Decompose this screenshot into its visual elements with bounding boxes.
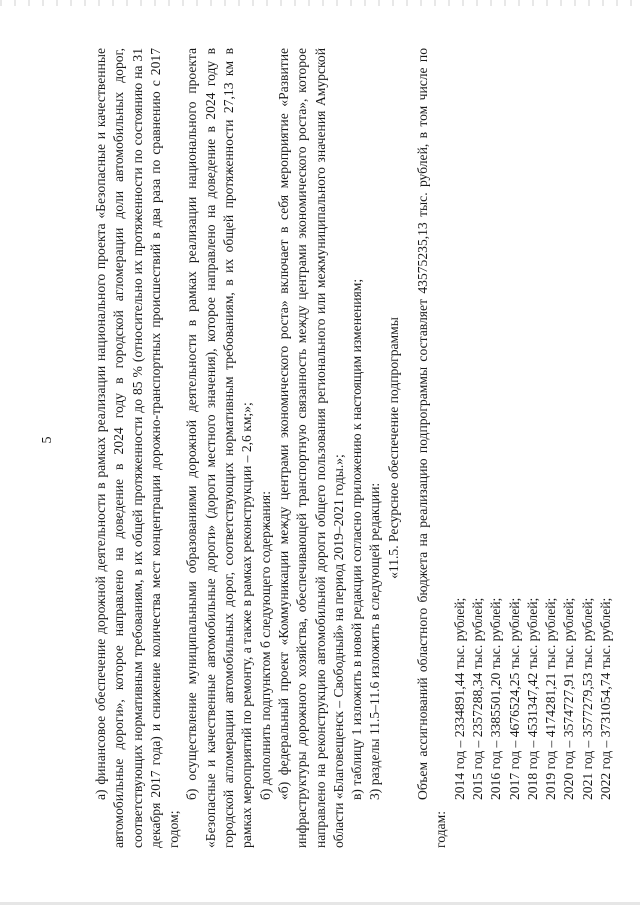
paragraph-c: в) таблицу 1 изложить в новой редакции согласно приложению к настоящим изменениям; bbox=[349, 278, 365, 800]
year-item: 2022 год – 3731054,74 тыс. рублей; bbox=[598, 597, 614, 800]
spacer bbox=[403, 48, 414, 848]
scan-edge-top bbox=[0, 0, 640, 6]
paragraph-b: б) осуществление муниципальными образованиями дорожной деятельности в рамках реализации национального проекта «Безопасные и качественные автомобильные дороги» (дороги местного значения), которое направлено на доведение в 2024 году в городской агломерации автомобильных дорог, соответствующих нормативным требованиям, в их общей протяженности 27,13 км в рамках мероприятий по ремонту, а также в рамках реконструкции – 2,6 км;»; bbox=[184, 48, 255, 848]
paragraph-a: а) финансовое обеспечение дорожной деятельности в рамках реализации национального проекта «Безопасные и качественные автомобильные дороги», которое направлено на доведение в 2024 году в городской агломерации доли автомобильных дорог, соответствующих нормативным требованиям, в их общей протяженности до 85 % (относительно их протяженности по состоянию на 31 декабря 2017 года) и снижение количества мест концентрации дорожно-транспортных происшествий в два раза по сравнению с 2017 годом; bbox=[93, 48, 182, 848]
page-number: 5 bbox=[40, 436, 55, 444]
year-item: 2017 год – 4676524,25 тыс. рублей; bbox=[506, 597, 522, 800]
year-list bbox=[451, 48, 616, 848]
year-item: 2020 год – 3574727,91 тыс. рублей; bbox=[561, 597, 577, 800]
year-item: 2021 год – 3577279,53 тыс. рублей; bbox=[579, 597, 595, 800]
document-body bbox=[92, 48, 615, 848]
year-item: 2019 год – 4174281,21 тыс. рублей; bbox=[543, 597, 559, 800]
paragraph-b6: «б) федеральный проект «Коммуникации между центрами экономического роста» включает в себя мероприятие «Развитие инфраструктуры дорожного хозяйства, обеспечивающей транспортную связанность между центрами экономического роста», которое направлено на реконструкцию автомобильной дороги общего пользования регионального или межмуниципального значения Амурской области «Благовещенск – Свободный» на период 2019–2021 годы.»; bbox=[275, 48, 346, 848]
year-item: 2015 год – 2357288,34 тыс. рублей; bbox=[469, 597, 485, 800]
paragraph-d: 3) разделы 11.5–11.6 изложить в следующей редакции: bbox=[367, 482, 383, 800]
section-heading: «11.5. Ресурсное обеспечение подпрограммы bbox=[385, 317, 401, 579]
year-item: 2018 год – 4531347,42 тыс. рублей; bbox=[524, 597, 540, 800]
paragraph-volume: Объем ассигнований областного бюджета на реализацию подпрограммы составляет 43575235,13 тыс. рублей, в том числе по годам: bbox=[415, 48, 449, 848]
year-item: 2014 год – 2334891,44 тыс. рублей; bbox=[451, 597, 467, 800]
paragraph-b-add: б) дополнить подпунктом б следующего содержания: bbox=[257, 491, 273, 800]
year-item: 2016 год – 3385501,20 тыс. рублей; bbox=[488, 597, 504, 800]
